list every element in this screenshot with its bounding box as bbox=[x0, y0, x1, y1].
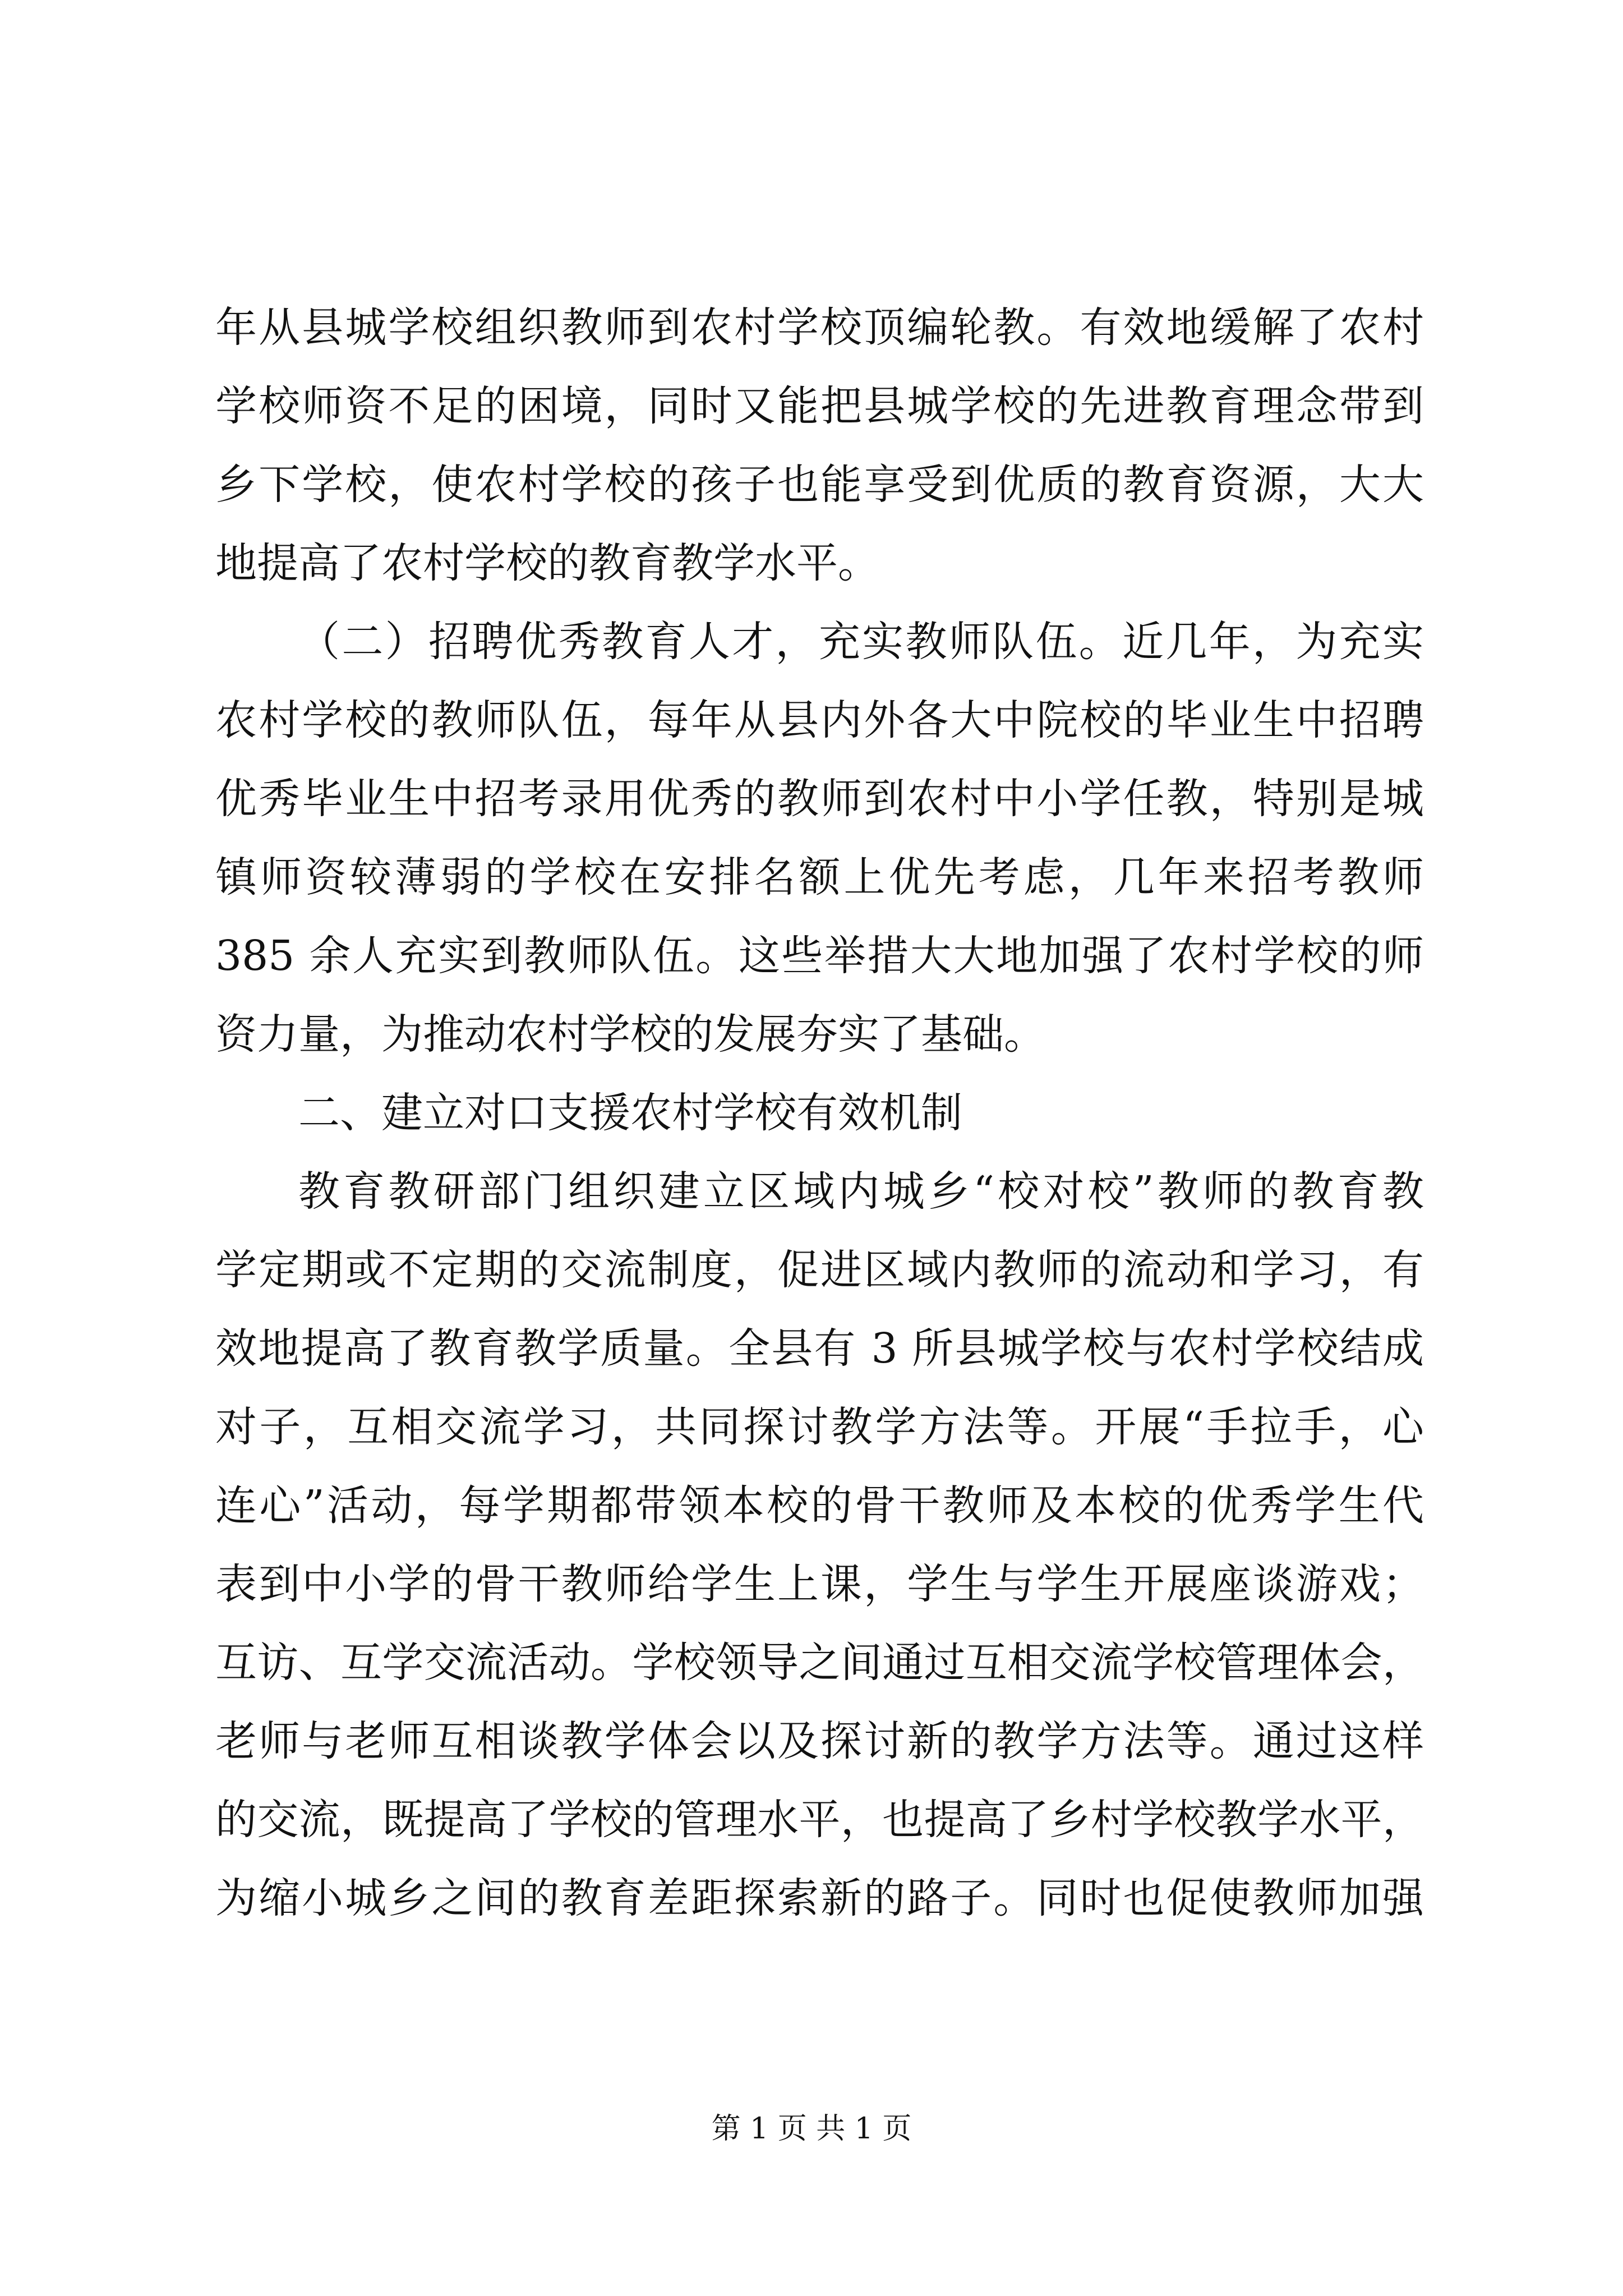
document-body bbox=[215, 288, 1424, 1938]
text-line: 互访、互学交流活动。学校领导之间通过互相交流学校管理体会， bbox=[215, 1639, 1424, 1687]
text-line: 镇师资较薄弱的学校在安排名额上优先考虑，几年来招考教师 bbox=[215, 853, 1424, 901]
text-line: 年从县城学校组织教师到农村学校顶编轮教。有效地缓解了农村 bbox=[215, 303, 1424, 352]
text-line: 教育教研部门组织建立区域内城乡“校对校”教师的教育教 bbox=[298, 1167, 1424, 1216]
text-line: 效地提高了教育教学质量。全县有 3 所县城学校与农村学校结成 bbox=[215, 1324, 1424, 1373]
text-line: （二）招聘优秀教育人才，充实教师队伍。近几年，为充实 bbox=[298, 618, 1424, 666]
text-line: 连心”活动，每学期都带领本校的骨干教师及本校的优秀学生代 bbox=[215, 1481, 1424, 1530]
text-line: 学校师资不足的困境，同时又能把县城学校的先进教育理念带到 bbox=[215, 382, 1424, 430]
text-line: 385 余人充实到教师队伍。这些举措大大地加强了农村学校的师 bbox=[215, 932, 1424, 980]
text-line: 老师与老师互相谈教学体会以及探讨新的教学方法等。通过这样 bbox=[215, 1717, 1424, 1765]
text-line: 对子，互相交流学习，共同探讨教学方法等。开展“手拉手，心 bbox=[215, 1403, 1424, 1451]
page-footer: 第 1 页 共 1 页 bbox=[711, 2112, 912, 2146]
text-line: 优秀毕业生中招考录用优秀的教师到农村中小学任教，特别是城 bbox=[215, 775, 1424, 823]
text-line: 为缩小城乡之间的教育差距探索新的路子。同时也促使教师加强 bbox=[215, 1874, 1424, 1922]
text-line: 学定期或不定期的交流制度，促进区域内教师的流动和学习，有 bbox=[215, 1246, 1424, 1294]
text-line: 的交流，既提高了学校的管理水平，也提高了乡村学校教学水平， bbox=[215, 1796, 1424, 1844]
text-line: 表到中小学的骨干教师给学生上课，学生与学生开展座谈游戏； bbox=[215, 1560, 1424, 1608]
section-heading: 二、建立对口支援农村学校有效机制 bbox=[298, 1089, 962, 1137]
text-line: 资力量，为推动农村学校的发展夯实了基础。 bbox=[215, 1010, 1045, 1059]
text-line: 地提高了农村学校的教育教学水平。 bbox=[215, 539, 879, 587]
text-line: 农村学校的教师队伍，每年从县内外各大中院校的毕业生中招聘 bbox=[215, 696, 1424, 744]
text-line: 乡下学校，使农村学校的孩子也能享受到优质的教育资源，大大 bbox=[215, 461, 1424, 509]
